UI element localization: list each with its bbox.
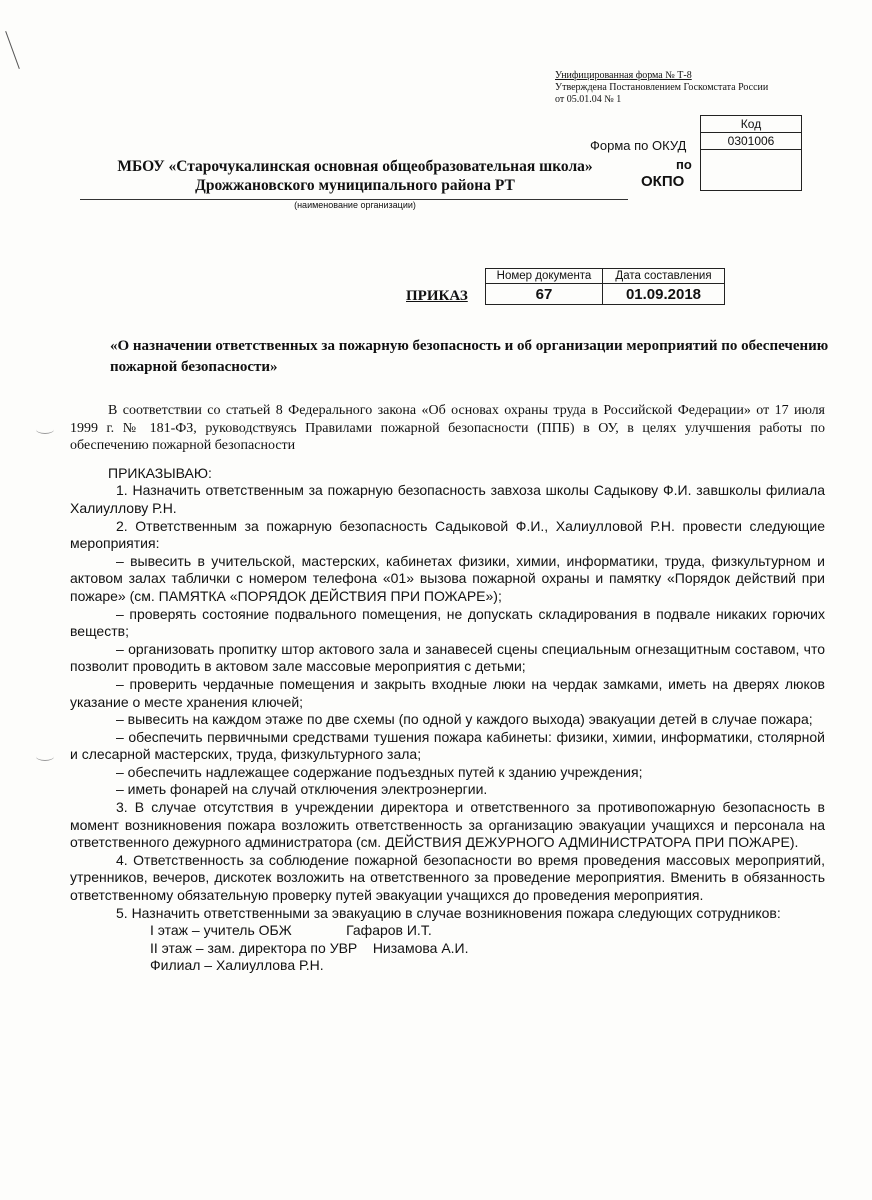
preamble: В соответствии со статьей 8 Федерального закона «Об основах охраны труда в Российской Федерации» от 17 июля 1999 г. № 181-ФЗ, руководствуясь Правилами пожарной безопасности (ППБ) в ОУ, в целях улучшения работы по обеспечению пожарной безопасности (70, 403, 825, 454)
form-header (555, 70, 815, 106)
po-label: по (676, 157, 692, 172)
form-header-line2: Утверждена Постановлением Госкомстата России (555, 82, 769, 93)
pen-stroke-mark (5, 31, 20, 69)
bullet-7: – обеспечить надлежащее содержание подъездных путей к зданию учреждения; (116, 763, 643, 780)
order-title: «О назначении ответственных за пожарную безопасность и об организации мероприятий по обеспечению пожарной безопасности» (110, 338, 829, 375)
bullet-1: – вывесить в учительской, мастерских, кабинетах физики, химии, информатики, труда, физкультурном и актовом залах таблички с номером телефона «01» вызова пожарной охраны и памятку «Порядок действий при пожаре» (см. ПАМЯТКА «ПОРЯДОК ДЕЙСТВИЯ ПРИ ПОЖАРЕ»); (70, 552, 825, 604)
code-box-label: Код (701, 116, 801, 133)
staff-line-2: II этаж – зам. директора по УВР Низамова А.И. (150, 939, 469, 956)
prikazyvayu-heading: ПРИКАЗЫВАЮ: (108, 464, 212, 481)
organization-line2: Дрожжановского муниципального района РТ (195, 177, 515, 194)
okpo-value (701, 150, 801, 190)
staff-line-3: Филиал – Халиуллова Р.Н. (150, 957, 324, 974)
okud-value: 0301006 (701, 133, 801, 150)
document-number: 67 (486, 284, 603, 305)
organization-name (80, 157, 630, 195)
bullet-2: – проверять состояние подвального помещения, не допускать складирования в подвале никаких горючих веществ; (70, 605, 825, 640)
punch-hole-mark-top (36, 425, 54, 434)
document-date: 01.09.2018 (603, 284, 725, 305)
item-5: 5. Назначить ответственными за эвакуацию в случае возникновения пожара следующих сотрудников: (116, 904, 781, 921)
item-2: 2. Ответственным за пожарную безопасность Садыковой Ф.И., Халиулловой Р.Н. провести следующие мероприятия: (70, 517, 825, 552)
punch-hole-mark-bottom (36, 752, 54, 761)
bullet-4: – проверить чердачные помещения и закрыть входные люки на чердак замками, иметь на дверях люков указание о месте хранения ключей; (70, 675, 825, 710)
form-header-line3: от 05.01.04 № 1 (555, 94, 622, 105)
date-header: Дата составления (603, 269, 725, 284)
organization-line1: МБОУ «Старочукалинская основная общеобразовательная школа» (117, 158, 593, 175)
staff-line-1: I этаж – учитель ОБЖ Гафаров И.Т. (150, 922, 432, 939)
code-box (700, 115, 802, 191)
bullet-3: – организовать пропитку штор актового зала и занавесей сцены специальным огнезащитным составом, что позволит проводить в актовом зале массовые мероприятия с детьми; (70, 640, 825, 675)
bullet-8: – иметь фонарей на случай отключения электроэнергии. (116, 781, 488, 798)
item-3: 3. В случае отсутствия в учреждении директора и ответственного за противопожарную безопасность в момент возникновения пожара возложить ответственность за организацию эвакуации учащихся и персонала на ответственного дежурного администратора (см. ДЕЙСТВИЯ ДЕЖУРНОГО АДМИНИСТРАТОРА ПРИ ПОЖАРЕ). (70, 799, 825, 851)
okud-label: Форма по ОКУД (590, 138, 687, 153)
document-number-table (485, 268, 725, 305)
order-word: ПРИКАЗ (406, 288, 468, 304)
bullet-6: – обеспечить первичными средствами тушения пожара кабинеты: физики, химии, информатики, столярной и слесарной мастерских, труда, физкультурного зала; (70, 728, 825, 763)
item-1: 1. Назначить ответственным за пожарную безопасность завхоза школы Садыкову Ф.И. завшколы филиала Халиуллову Р.Н. (70, 482, 825, 516)
organization-caption: (наименование организации) (294, 200, 416, 210)
number-header: Номер документа (486, 269, 603, 284)
order-body (70, 402, 825, 975)
bullet-5: – вывесить на каждом этаже по две схемы (по одной у каждого выхода) эвакуации детей в случае пожара; (116, 711, 813, 728)
form-header-line1: Унифицированная форма № Т-8 (555, 70, 692, 81)
okpo-label: ОКПО (641, 173, 685, 190)
item-4: 4. Ответственность за соблюдение пожарной безопасности во время проведения массовых мероприятий, утренников, вечеров, дискотек возложить на ответственного за проведение мероприятия. Вменить в обязанность ответственному обязательную проверку путей эвакуации учащихся до проведения мероприятия. (70, 851, 825, 904)
